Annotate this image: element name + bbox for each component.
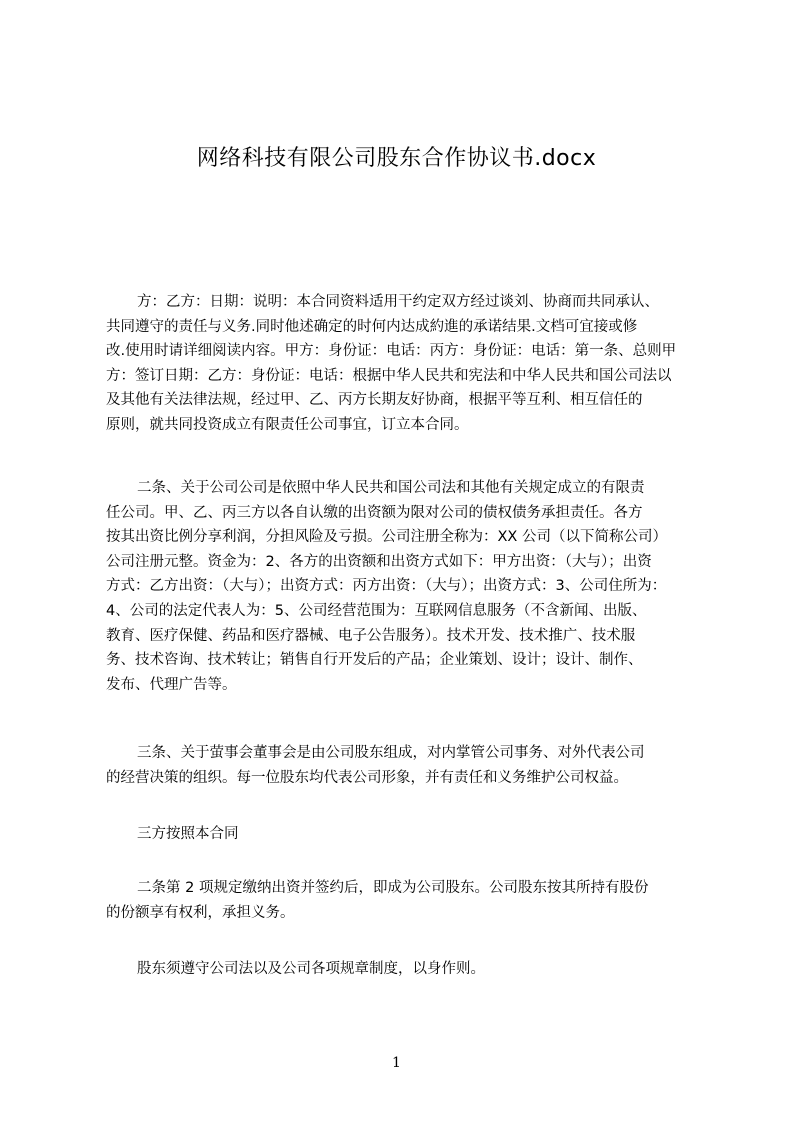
- paragraph-preamble: [106, 290, 696, 438]
- paragraph-company: [106, 476, 696, 697]
- paragraph-line: 方：乙方：日期：说明：本合同资料适用干约定双方经过谈刘、协商而共同承认、: [137, 294, 659, 310]
- paragraph-line: 及其他有关法律法规，经过甲、乙、丙方长期友好协商，根据平等互利、相互信任的: [106, 392, 643, 409]
- paragraph-line: 共同遵守的责任与义务.同时他述确定的时何内达成約進的承诺结果.文档可宜接或修: [106, 318, 638, 335]
- paragraph-line: 三条、关于萤事会董事会是由公司股东组成，对内掌管公司事务、对外代表公司: [137, 745, 645, 761]
- paragraph-line: 务、技术咨询、技术转让；销售自行开发后的产品；企业策划、设计；设计、制作、: [106, 652, 643, 669]
- document-title: 网络科技有限公司股东合作协议书.docx: [196, 146, 597, 171]
- paragraph-line: 方：签订日期：乙方：身份证：电话：根据中华人民共和宪法和中华人民共和国公司法以: [106, 367, 672, 384]
- paragraph-line: 二条第 2 项规定缴纳出资并签约后，即成为公司股东。公司股东按其所持有股份: [137, 880, 649, 896]
- paragraph-line: 发布、代理广告等。: [106, 676, 237, 693]
- paragraph-shareholders: [106, 876, 696, 925]
- paragraph-line: 的经营决策的组织。每一位股东均代表公司形象，并有责任和义务维护公司权益。: [106, 769, 628, 786]
- paragraph-line: 4、公司的法定代表人为：5、公司经营范围为：互联网信息服务（不含新闻、出版、: [106, 602, 647, 619]
- page-number: 1: [392, 1055, 401, 1071]
- paragraph-line: 按其出资比例分享利润，分担风险及亏损。公司注册全称为：XX 公司（以下简称公司）: [106, 529, 667, 546]
- paragraph-line: 公司注册元整。资金为：2、各方的出资额和出资方式如下：甲方出资：（大与）；出资: [106, 553, 652, 570]
- paragraph-line: 教育、医疗保健、药品和医疗器械、电子公告服务）。技术开发、技术推广、技术服: [106, 627, 636, 644]
- paragraph-line: 原则，就共同投资成立有限责任公司事宜，订立本合同。: [106, 416, 469, 433]
- paragraph-heading: [106, 822, 696, 847]
- paragraph-line: 的份额享有权利，承担义务。: [106, 904, 295, 921]
- paragraph-line: 二条、关于公司公司是依照中华人民共和国公司法和其他有关规定成立的有限责: [137, 480, 645, 496]
- paragraph-line: 股东须遵守公司法以及公司各项规章制度，以身作则。: [137, 961, 485, 977]
- paragraph-rules: [106, 957, 696, 982]
- paragraph-line: 方式：乙方出资：（大与）；出资方式：丙方出资：（大与）；出资方式：3、公司住所为：: [106, 578, 667, 595]
- paragraph-line: 三方按照本合同: [137, 826, 239, 842]
- paragraph-board: [106, 741, 696, 790]
- paragraph-line: 改.使用时请详细阅读内容。甲方：身份证：电话：丙方：身份证：电话：第一条、总则甲: [106, 343, 677, 360]
- paragraph-line: 任公司。甲、乙、丙三方以各自认缴的出资额为限对公司的债权债务承担责任。各方: [106, 504, 643, 521]
